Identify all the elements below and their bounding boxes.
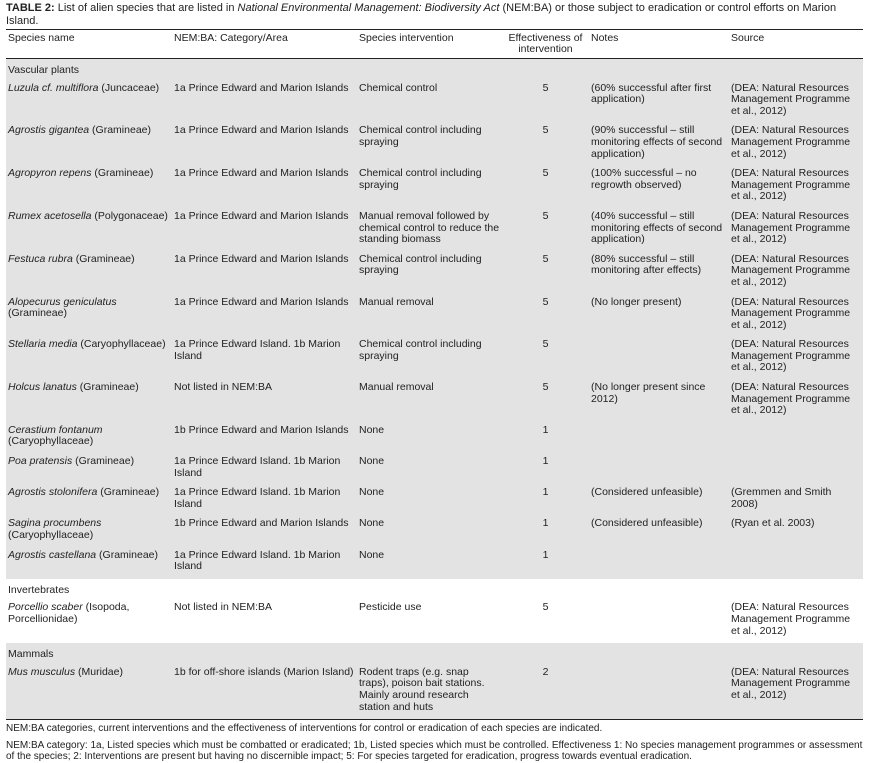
effectiveness-cell: 5 bbox=[502, 166, 589, 209]
species-name: Stellaria media bbox=[8, 338, 78, 351]
species-cell bbox=[6, 295, 172, 338]
species-name: Holcus lanatus bbox=[8, 381, 77, 394]
intervention-cell: Chemical control including spraying bbox=[357, 337, 502, 380]
table-row bbox=[6, 485, 863, 516]
effectiveness-cell: 5 bbox=[502, 380, 589, 423]
notes-cell: (Considered unfeasible) bbox=[589, 516, 729, 547]
footnote-1: NEM:BA categories, current interventions and the effectiveness of interventions for control or eradication of each species are indicated. bbox=[6, 723, 603, 735]
species-name: Alopecurus geniculatus bbox=[8, 295, 117, 308]
effectiveness-cell: 1 bbox=[502, 485, 589, 516]
category-cell: 1b for off-shore islands (Marion Island) bbox=[172, 665, 357, 720]
species-family: (Isopoda, Porcellionidae) bbox=[8, 601, 130, 625]
table-row bbox=[6, 166, 863, 209]
notes-cell: (60% successful after first application) bbox=[589, 81, 729, 124]
species-name: Agrostis castellana bbox=[8, 548, 97, 561]
notes-cell: (Considered unfeasible) bbox=[589, 485, 729, 516]
species-cell bbox=[6, 423, 172, 454]
species-table bbox=[6, 29, 863, 720]
intervention-cell: None bbox=[357, 485, 502, 516]
effectiveness-cell: 2 bbox=[502, 665, 589, 720]
intervention-cell: Pesticide use bbox=[359, 601, 422, 614]
source-cell: (DEA: Natural Resources Management Programme et al., 2012) bbox=[729, 295, 863, 338]
caption-text-after: (NEM:BA) or those subject to eradication or control efforts on Marion Island. bbox=[6, 2, 837, 27]
effectiveness-cell: 5 bbox=[502, 123, 589, 166]
species-cell bbox=[6, 81, 172, 124]
effectiveness-cell: 1 bbox=[502, 548, 589, 579]
species-family: (Muridae) bbox=[75, 665, 123, 678]
source-cell: (DEA: Natural Resources Management Programme et al., 2012) bbox=[729, 665, 863, 720]
category-cell: Not listed in NEM:BA bbox=[172, 380, 357, 423]
source-cell: (DEA: Natural Resources Management Programme et al., 2012) bbox=[729, 123, 863, 166]
header-category: NEM:BA: Category/Area bbox=[172, 30, 357, 59]
table-row bbox=[6, 337, 863, 380]
species-cell bbox=[6, 209, 172, 252]
table-row bbox=[6, 295, 863, 338]
category-cell: 1a Prince Edward and Marion Islands bbox=[172, 123, 357, 166]
category-cell: 1a Prince Edward Island. 1b Marion Island bbox=[172, 337, 357, 380]
header-species: Species name bbox=[6, 30, 172, 59]
species-family: (Caryophyllaceae) bbox=[8, 529, 94, 541]
source-cell: (DEA: Natural Resources Management Programme et al., 2012) bbox=[731, 601, 851, 637]
species-family: (Gramineae) bbox=[91, 167, 154, 180]
category-cell: 1b Prince Edward and Marion Islands bbox=[172, 516, 357, 547]
intervention-cell: None bbox=[357, 548, 502, 579]
notes-cell bbox=[589, 548, 729, 579]
intervention-cell: Chemical control including spraying bbox=[357, 252, 502, 295]
header-notes: Notes bbox=[589, 30, 729, 59]
intervention-cell: Chemical control including spraying bbox=[357, 166, 502, 209]
species-name: Agropyron repens bbox=[8, 167, 92, 180]
intervention-cell: None bbox=[357, 516, 502, 547]
species-family: (Gramineae) bbox=[72, 455, 135, 468]
species-name: Festuca rubra bbox=[8, 252, 73, 265]
category-cell: 1a Prince Edward and Marion Islands bbox=[172, 295, 357, 338]
table-row bbox=[6, 423, 863, 454]
caption-act-name: National Environmental Management: Biodiversity Act bbox=[237, 2, 500, 14]
caption-label: TABLE 2: bbox=[6, 2, 55, 14]
table-row bbox=[6, 252, 863, 295]
effectiveness-cell: 5 bbox=[502, 209, 589, 252]
table-caption bbox=[6, 2, 863, 27]
species-family: (Polygonaceae) bbox=[91, 209, 168, 222]
species-name: Porcellio scaber bbox=[8, 601, 83, 614]
intervention-cell: Manual removal bbox=[357, 295, 502, 338]
species-family: (Gramineae) bbox=[96, 548, 158, 561]
source-cell: (DEA: Natural Resources Management Programme et al., 2012) bbox=[729, 252, 863, 295]
source-cell: (DEA: Natural Resources Management Programme et al., 2012) bbox=[729, 81, 863, 124]
category-cell: 1a Prince Edward and Marion Islands bbox=[172, 166, 357, 209]
table-body bbox=[6, 59, 863, 720]
species-name: Cerastium fontanum bbox=[8, 423, 103, 436]
species-cell bbox=[6, 380, 172, 423]
table-footnotes bbox=[6, 723, 863, 763]
source-cell: (DEA: Natural Resources Management Programme et al., 2012) bbox=[729, 166, 863, 209]
intervention-cell: Manual removal bbox=[357, 380, 502, 423]
notes-cell: (100% successful – no regrowth observed) bbox=[589, 166, 729, 209]
section-title: Mammals bbox=[6, 643, 863, 665]
table-row bbox=[6, 548, 863, 579]
species-family: (Gramineae) bbox=[72, 252, 135, 265]
intervention-cell: None bbox=[357, 454, 502, 485]
section-row bbox=[6, 59, 863, 81]
source-cell: (DEA: Natural Resources Management Programme et al., 2012) bbox=[729, 337, 863, 380]
source-cell bbox=[729, 423, 863, 454]
effectiveness-cell: 1 bbox=[502, 423, 589, 454]
species-cell bbox=[6, 516, 172, 547]
species-family: (Gramineae) bbox=[76, 381, 139, 394]
species-name: Agrostis gigantea bbox=[8, 124, 90, 137]
table-row bbox=[6, 123, 863, 166]
species-cell bbox=[6, 600, 172, 643]
intervention-cell: None bbox=[357, 423, 502, 454]
header-effectiveness: Effectiveness of intervention bbox=[502, 30, 589, 59]
category-cell: Not listed in NEM:BA bbox=[174, 601, 273, 614]
effectiveness-cell: 5 bbox=[542, 601, 549, 614]
source-cell bbox=[729, 548, 863, 579]
notes-cell: (90% successful – still monitoring effects of second application) bbox=[589, 123, 729, 166]
species-family: (Gramineae) bbox=[8, 307, 67, 320]
notes-cell: (No longer present since 2012) bbox=[589, 380, 729, 423]
table-row bbox=[6, 665, 863, 720]
category-cell: 1a Prince Edward Island. 1b Marion Island bbox=[172, 548, 357, 579]
notes-cell bbox=[589, 454, 729, 485]
species-name: Agrostis stolonifera bbox=[8, 486, 98, 499]
section-title: Vascular plants bbox=[6, 59, 863, 81]
effectiveness-cell: 1 bbox=[502, 516, 589, 547]
effectiveness-cell: 1 bbox=[502, 454, 589, 485]
intervention-cell: Manual removal followed by chemical control to reduce the standing biomass bbox=[357, 209, 502, 252]
species-cell bbox=[6, 252, 172, 295]
effectiveness-cell: 5 bbox=[502, 81, 589, 124]
notes-cell: (80% successful – still monitoring after effects) bbox=[589, 252, 729, 295]
effectiveness-cell: 5 bbox=[502, 252, 589, 295]
table-row bbox=[6, 600, 863, 643]
species-name: Luzula cf. multiflora bbox=[8, 81, 99, 94]
species-name: Poa pratensis bbox=[8, 455, 73, 468]
species-cell bbox=[6, 123, 172, 166]
species-family: (Gramineae) bbox=[97, 486, 160, 499]
table-row bbox=[6, 209, 863, 252]
notes-cell bbox=[589, 600, 729, 643]
section-title: Invertebrates bbox=[6, 579, 863, 601]
effectiveness-cell: 5 bbox=[502, 295, 589, 338]
species-name: Sagina procumbens bbox=[8, 517, 102, 530]
species-name: Mus musculus bbox=[8, 665, 76, 678]
category-cell: 1a Prince Edward and Marion Islands bbox=[172, 252, 357, 295]
footnote-2: NEM:BA category: 1a, Listed species which must be combatted or eradicated; 1b, Listed species which must be controlled. Effectiveness 1: No species management programmes or assessment of the species; 2: Interventions are present but having no discernible impact; 5: For species targeted for eradication, progress towards eventual eradication. bbox=[6, 739, 863, 763]
category-cell: 1b Prince Edward and Marion Islands bbox=[172, 423, 357, 454]
species-family: (Caryophyllaceae) bbox=[8, 435, 94, 448]
category-cell: 1a Prince Edward Island. 1b Marion Island bbox=[172, 454, 357, 485]
species-family: (Gramineae) bbox=[89, 124, 151, 137]
table-row bbox=[6, 516, 863, 547]
notes-cell bbox=[589, 423, 729, 454]
source-cell: (DEA: Natural Resources Management Programme et al., 2012) bbox=[729, 209, 863, 252]
table-row bbox=[6, 454, 863, 485]
notes-cell bbox=[589, 665, 729, 720]
notes-cell bbox=[589, 337, 729, 380]
intervention-cell: Chemical control bbox=[357, 81, 502, 124]
species-cell bbox=[6, 337, 172, 380]
effectiveness-cell: 5 bbox=[502, 337, 589, 380]
source-cell: (Ryan et al. 2003) bbox=[729, 516, 863, 547]
source-cell: (Gremmen and Smith 2008) bbox=[729, 485, 863, 516]
section-row bbox=[6, 643, 863, 665]
category-cell: 1a Prince Edward and Marion Islands bbox=[172, 209, 357, 252]
species-cell bbox=[6, 454, 172, 485]
species-cell bbox=[6, 485, 172, 516]
source-cell bbox=[729, 454, 863, 485]
table-row bbox=[6, 81, 863, 124]
header-source: Source bbox=[729, 30, 863, 59]
header-intervention: Species intervention bbox=[357, 30, 502, 59]
table-row bbox=[6, 380, 863, 423]
species-cell bbox=[6, 548, 172, 579]
notes-cell: (40% successful – still monitoring effects of second application) bbox=[589, 209, 729, 252]
caption-text-before: List of alien species that are listed in bbox=[54, 2, 238, 14]
species-cell bbox=[6, 166, 172, 209]
species-name: Rumex acetosella bbox=[8, 209, 92, 222]
section-row bbox=[6, 579, 863, 601]
source-cell: (DEA: Natural Resources Management Programme et al., 2012) bbox=[729, 380, 863, 423]
header-row bbox=[6, 30, 863, 59]
category-cell: 1a Prince Edward and Marion Islands bbox=[172, 81, 357, 124]
species-family: (Juncaceae) bbox=[98, 81, 160, 94]
species-cell bbox=[6, 665, 172, 720]
notes-cell: (No longer present) bbox=[589, 295, 729, 338]
intervention-cell: Rodent traps (e.g. snap traps), poison bait stations. Mainly around research station and huts bbox=[357, 665, 502, 720]
species-family: (Caryophyllaceae) bbox=[77, 338, 166, 351]
intervention-cell: Chemical control including spraying bbox=[357, 123, 502, 166]
category-cell: 1a Prince Edward Island. 1b Marion Island bbox=[172, 485, 357, 516]
